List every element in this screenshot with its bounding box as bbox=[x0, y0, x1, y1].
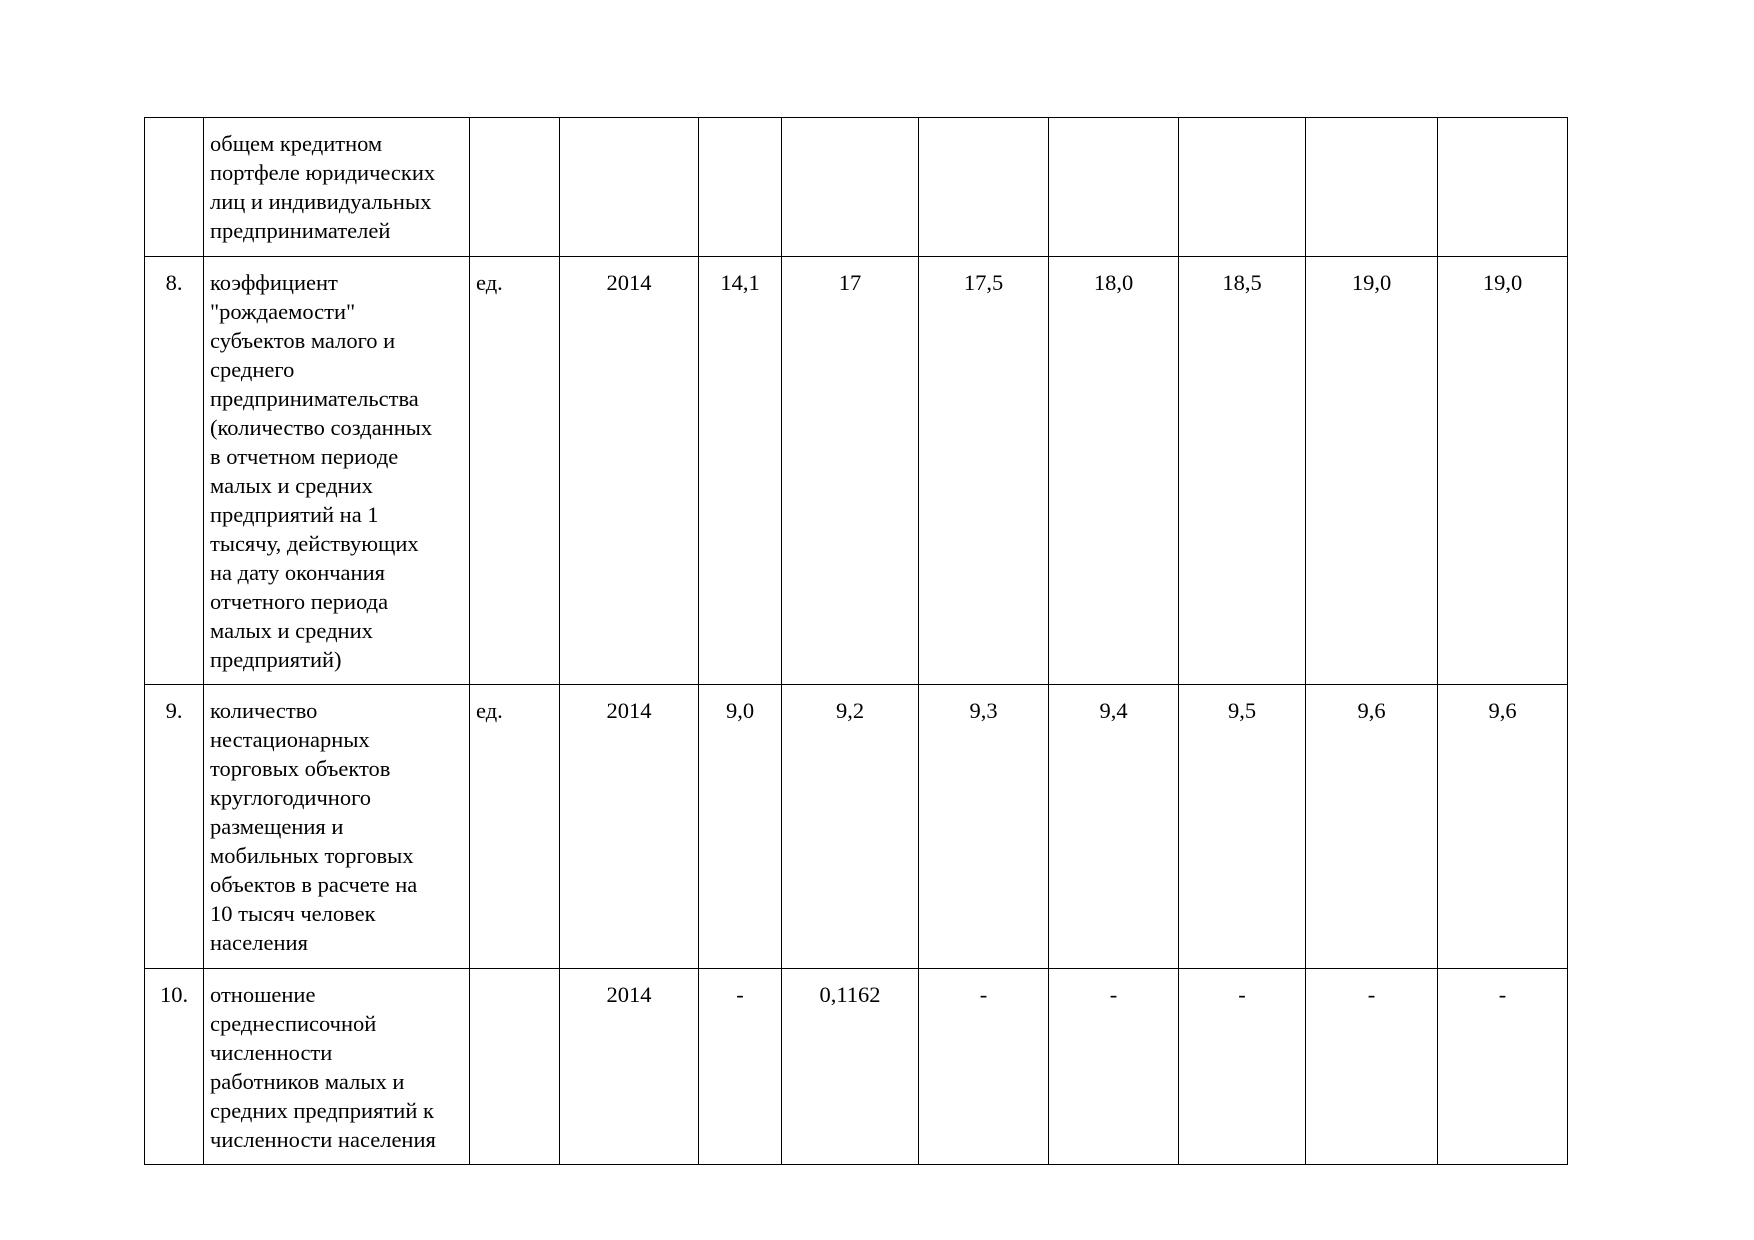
value-cell bbox=[919, 118, 1049, 257]
value-cell: 9,6 bbox=[1306, 685, 1438, 969]
table-row bbox=[145, 118, 1568, 257]
indicator-description: коэффициент "рождаемости" субъектов малого и среднего предпринимательства (количество созданных в отчетном периоде малых и средних предприятий на 1 тысячу, действующих на дату окончания отчетного периода малых и средних предприятий) bbox=[204, 257, 470, 685]
base-year-cell: 2014 bbox=[560, 685, 699, 969]
value-cell: 9,5 bbox=[1179, 685, 1306, 969]
value-cell: - bbox=[1306, 969, 1438, 1165]
value-cell: 17,5 bbox=[919, 257, 1049, 685]
row-number: 8. bbox=[145, 257, 204, 685]
value-cell bbox=[1179, 118, 1306, 257]
base-year-cell bbox=[560, 118, 699, 257]
unit-cell: ед. bbox=[470, 685, 560, 969]
value-cell bbox=[782, 118, 919, 257]
value-cell: - bbox=[1438, 969, 1568, 1165]
base-year-cell: 2014 bbox=[560, 257, 699, 685]
value-cell: - bbox=[1049, 969, 1179, 1165]
value-cell: 9,4 bbox=[1049, 685, 1179, 969]
indicator-description: общем кредитном портфеле юридических лиц и индивидуальных предпринимателей bbox=[204, 118, 470, 257]
value-cell bbox=[1438, 118, 1568, 257]
unit-cell bbox=[470, 118, 560, 257]
row-number bbox=[145, 118, 204, 257]
table-row bbox=[145, 685, 1568, 969]
value-cell: 9,0 bbox=[699, 685, 782, 969]
unit-cell: ед. bbox=[470, 257, 560, 685]
value-cell: 14,1 bbox=[699, 257, 782, 685]
value-cell: - bbox=[919, 969, 1049, 1165]
value-cell: 0,1162 bbox=[782, 969, 919, 1165]
value-cell bbox=[1306, 118, 1438, 257]
indicator-description: отношение среднесписочной численности работников малых и средних предприятий к численности населения bbox=[204, 969, 470, 1165]
value-cell: - bbox=[699, 969, 782, 1165]
indicator-description: количество нестационарных торговых объектов круглогодичного размещения и мобильных торговых объектов в расчете на 10 тысяч человек населения bbox=[204, 685, 470, 969]
row-number: 10. bbox=[145, 969, 204, 1165]
value-cell: 19,0 bbox=[1438, 257, 1568, 685]
value-cell: 18,0 bbox=[1049, 257, 1179, 685]
base-year-cell: 2014 bbox=[560, 969, 699, 1165]
value-cell: 17 bbox=[782, 257, 919, 685]
table-row bbox=[145, 257, 1568, 685]
table-row bbox=[145, 969, 1568, 1165]
value-cell: 18,5 bbox=[1179, 257, 1306, 685]
row-number: 9. bbox=[145, 685, 204, 969]
indicators-table bbox=[144, 117, 1568, 1165]
unit-cell bbox=[470, 969, 560, 1165]
value-cell: 9,3 bbox=[919, 685, 1049, 969]
value-cell bbox=[699, 118, 782, 257]
value-cell bbox=[1049, 118, 1179, 257]
value-cell: 9,2 bbox=[782, 685, 919, 969]
value-cell: - bbox=[1179, 969, 1306, 1165]
value-cell: 9,6 bbox=[1438, 685, 1568, 969]
value-cell: 19,0 bbox=[1306, 257, 1438, 685]
